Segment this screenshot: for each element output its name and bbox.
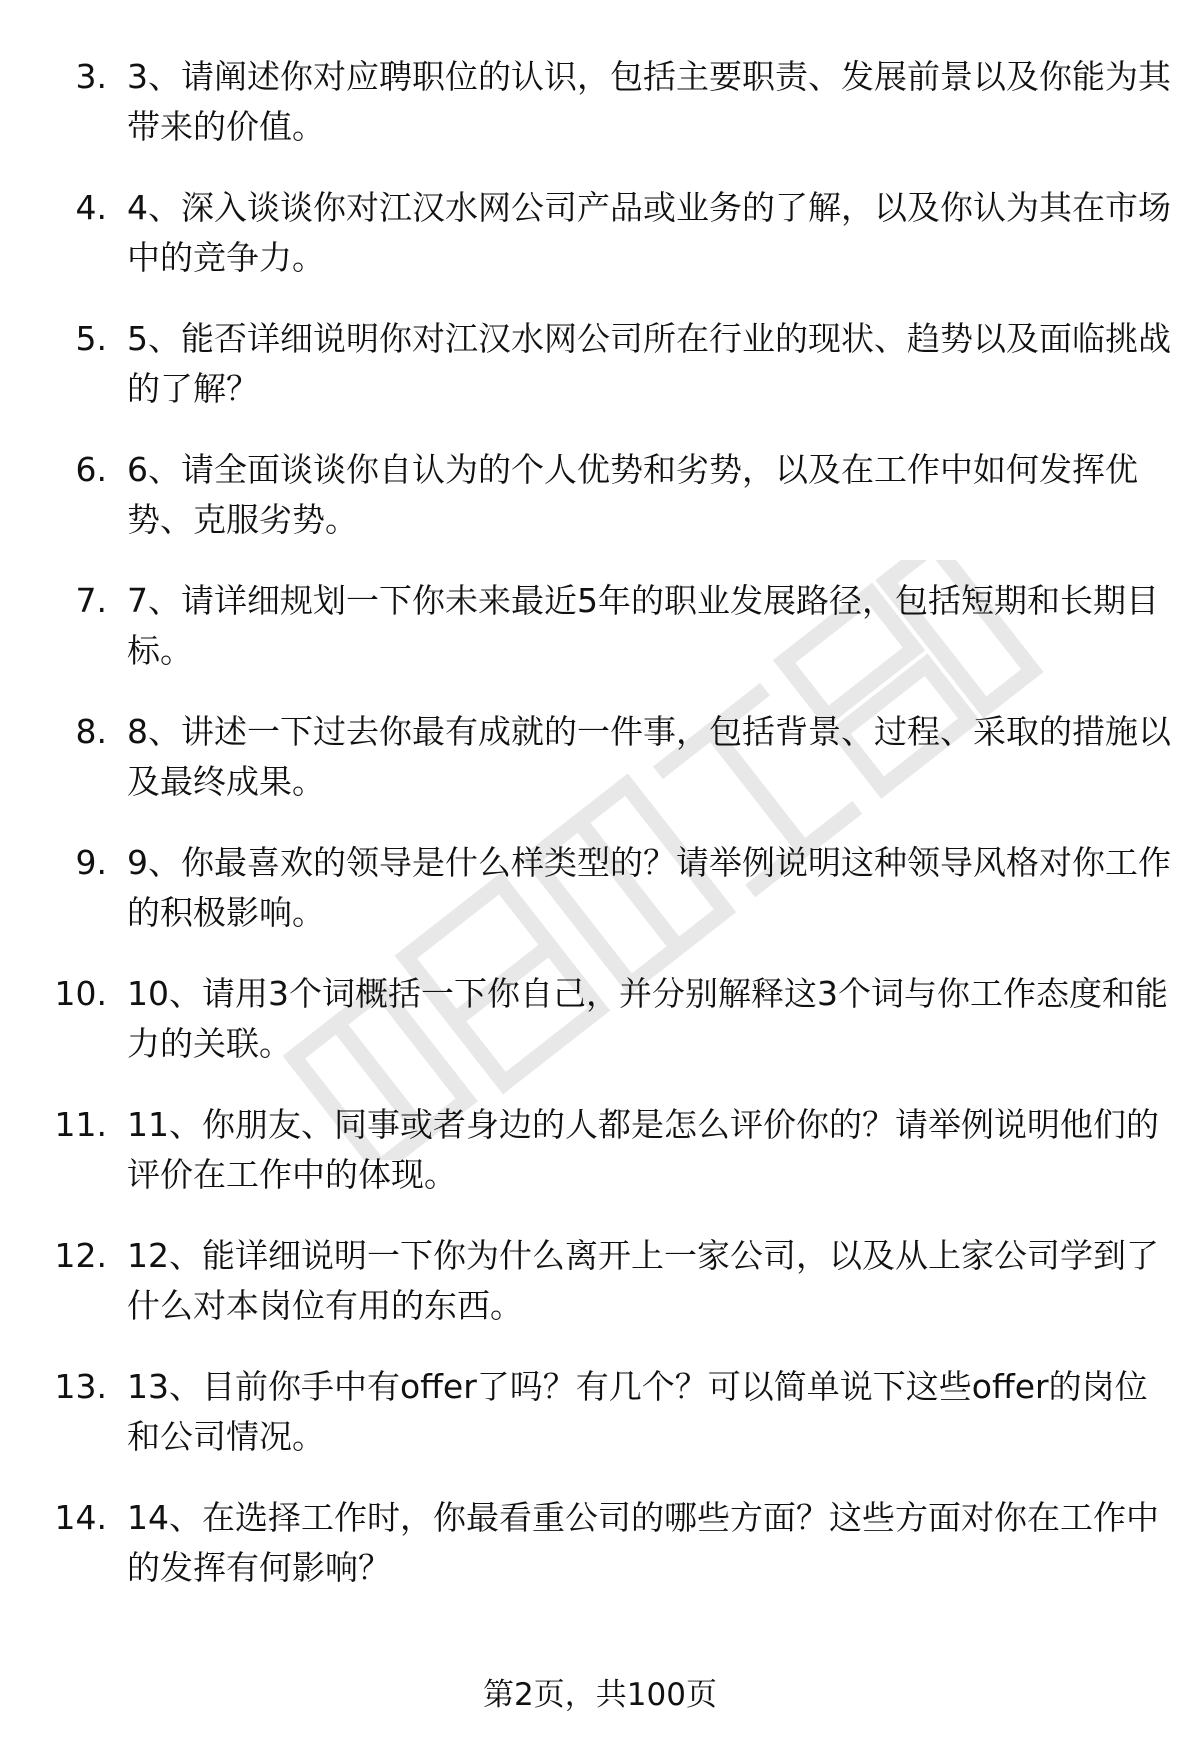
question-text: 4、深入谈谈你对江汉水网公司产品或业务的了解，以及你认为其在市场中的竞争力。 bbox=[127, 188, 1171, 277]
question-number: 3. bbox=[75, 57, 107, 96]
question-item bbox=[0, 183, 1200, 314]
question-item bbox=[0, 445, 1200, 576]
question-text: 14、在选择工作时，你最看重公司的哪些方面？这些方面对你在工作中的发挥有何影响？ bbox=[127, 1498, 1159, 1587]
question-item bbox=[0, 1493, 1200, 1624]
question-number: 14. bbox=[54, 1498, 107, 1537]
question-item bbox=[0, 1231, 1200, 1362]
question-item bbox=[0, 838, 1200, 969]
question-number: 7. bbox=[75, 581, 107, 620]
question-number: 13. bbox=[54, 1367, 107, 1406]
question-item bbox=[0, 576, 1200, 707]
question-text: 9、你最喜欢的领导是什么样类型的？请举例说明这种领导风格对你工作的积极影响。 bbox=[127, 843, 1171, 932]
question-item bbox=[0, 707, 1200, 838]
question-text: 13、目前你手中有offer了吗？有几个？可以简单说下这些offer的岗位和公司情况。 bbox=[127, 1367, 1148, 1456]
question-text: 10、请用3个词概括一下你自己，并分别解释这3个词与你工作态度和能力的关联。 bbox=[127, 974, 1168, 1063]
question-text: 8、讲述一下过去你最有成就的一件事，包括背景、过程、采取的措施以及最终成果。 bbox=[127, 712, 1171, 801]
question-number: 9. bbox=[75, 843, 107, 882]
question-text: 6、请全面谈谈你自认为的个人优势和劣势，以及在工作中如何发挥优势、克服劣势。 bbox=[127, 450, 1138, 539]
question-item bbox=[0, 1362, 1200, 1493]
question-number: 5. bbox=[75, 319, 107, 358]
question-text: 3、请阐述你对应聘职位的认识，包括主要职责、发展前景以及你能为其带来的价值。 bbox=[127, 57, 1171, 146]
question-item bbox=[0, 969, 1200, 1100]
question-number: 8. bbox=[75, 712, 107, 751]
question-item bbox=[0, 314, 1200, 445]
question-number: 4. bbox=[75, 188, 107, 227]
page-number-footer: 第2页，共100页 bbox=[483, 1677, 717, 1713]
question-item bbox=[0, 1100, 1200, 1231]
question-number: 11. bbox=[54, 1105, 107, 1144]
question-item bbox=[0, 52, 1200, 183]
question-text: 11、你朋友、同事或者身边的人都是怎么评价你的？请举例说明他们的评价在工作中的体现。 bbox=[127, 1105, 1159, 1194]
question-number: 10. bbox=[54, 974, 107, 1013]
question-text: 7、请详细规划一下你未来最近5年的职业发展路径，包括短期和长期目标。 bbox=[127, 581, 1159, 670]
question-text: 5、能否详细说明你对江汉水网公司所在行业的现状、趋势以及面临挑战的了解？ bbox=[127, 319, 1171, 408]
question-number: 12. bbox=[54, 1236, 107, 1275]
question-list bbox=[0, 52, 1200, 1624]
question-text: 12、能详细说明一下你为什么离开上一家公司，以及从上家公司学到了什么对本岗位有用的东西。 bbox=[127, 1236, 1159, 1325]
question-number: 6. bbox=[75, 450, 107, 489]
